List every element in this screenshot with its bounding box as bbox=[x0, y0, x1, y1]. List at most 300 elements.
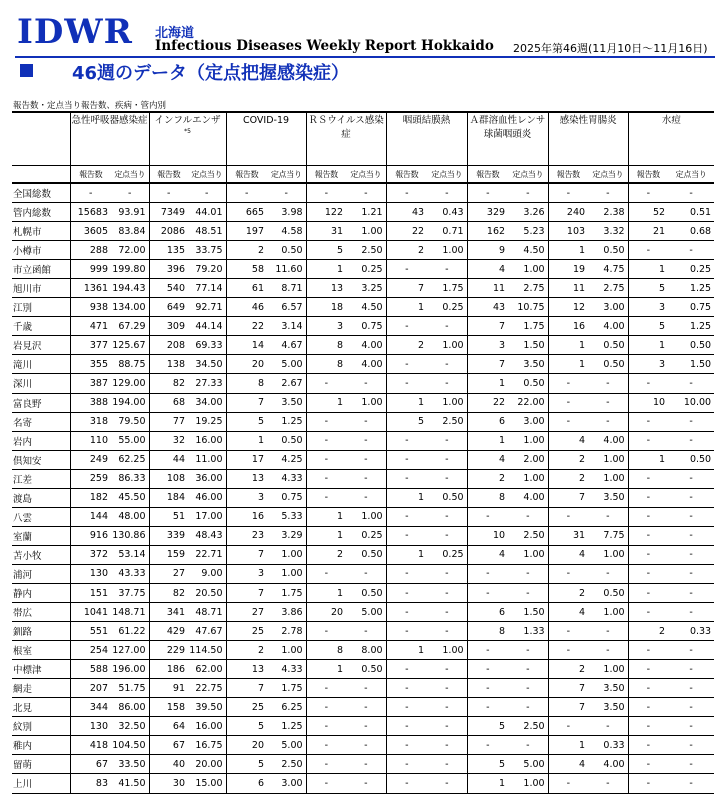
count-cell: 5 bbox=[226, 412, 267, 431]
per-sentinel-cell: - bbox=[111, 183, 149, 203]
count-cell: 40 bbox=[149, 755, 188, 774]
per-sentinel-cell: - bbox=[588, 717, 628, 736]
per-sentinel-cell: 17.00 bbox=[188, 507, 226, 526]
count-cell: 83 bbox=[70, 774, 111, 793]
count-cell: - bbox=[467, 183, 508, 203]
per-sentinel-subheader: 定点当り bbox=[668, 166, 714, 184]
count-subheader: 報告数 bbox=[467, 166, 508, 184]
count-cell: 288 bbox=[70, 241, 111, 260]
per-sentinel-cell: 88.75 bbox=[111, 355, 149, 374]
table-row bbox=[12, 507, 714, 526]
count-cell: - bbox=[628, 564, 668, 583]
per-sentinel-cell: 3.86 bbox=[267, 603, 306, 622]
count-cell: 2 bbox=[386, 336, 427, 355]
count-cell: - bbox=[386, 507, 427, 526]
per-sentinel-cell: 7.75 bbox=[588, 526, 628, 545]
count-cell: 82 bbox=[149, 583, 188, 602]
table-row bbox=[12, 203, 714, 222]
count-cell: 355 bbox=[70, 355, 111, 374]
count-cell: - bbox=[467, 583, 508, 602]
count-cell: 5 bbox=[226, 755, 267, 774]
per-sentinel-cell: 77.14 bbox=[188, 279, 226, 298]
per-sentinel-cell: - bbox=[668, 660, 714, 679]
per-sentinel-cell: - bbox=[427, 450, 467, 469]
per-sentinel-cell: 20.50 bbox=[188, 583, 226, 602]
count-cell: 10 bbox=[628, 393, 668, 412]
count-cell: 2 bbox=[386, 241, 427, 260]
per-sentinel-cell: 2.38 bbox=[588, 203, 628, 222]
per-sentinel-cell: 0.50 bbox=[508, 374, 548, 393]
count-cell: 91 bbox=[149, 679, 188, 698]
per-sentinel-cell: 3.00 bbox=[588, 298, 628, 317]
count-subheader: 報告数 bbox=[548, 166, 588, 184]
count-cell: - bbox=[306, 679, 346, 698]
count-cell: 122 bbox=[306, 203, 346, 222]
count-cell: 22 bbox=[386, 222, 427, 241]
area-name: 江別 bbox=[12, 298, 70, 317]
count-cell: 5 bbox=[467, 755, 508, 774]
count-cell: 158 bbox=[149, 698, 188, 717]
per-sentinel-subheader: 定点当り bbox=[508, 166, 548, 184]
per-sentinel-cell: 47.67 bbox=[188, 622, 226, 641]
area-name: 上川 bbox=[12, 774, 70, 793]
count-cell: 130 bbox=[70, 717, 111, 736]
disease-name: ＲＳウイルス感染症 bbox=[308, 115, 384, 140]
count-cell: 108 bbox=[149, 469, 188, 488]
per-sentinel-cell: 0.75 bbox=[267, 488, 306, 507]
count-cell: - bbox=[70, 183, 111, 203]
per-sentinel-cell: 86.00 bbox=[111, 698, 149, 717]
count-cell: 16 bbox=[226, 507, 267, 526]
disease-header bbox=[70, 112, 149, 166]
per-sentinel-cell: 0.75 bbox=[668, 298, 714, 317]
per-sentinel-cell: 3.25 bbox=[346, 279, 386, 298]
per-sentinel-cell: 4.00 bbox=[588, 317, 628, 336]
per-sentinel-cell: 0.50 bbox=[588, 241, 628, 260]
per-sentinel-cell: 0.50 bbox=[588, 336, 628, 355]
count-cell: 13 bbox=[226, 469, 267, 488]
table-caption: 報告数・定点当り報告数、疾病・管内別 bbox=[13, 101, 167, 111]
count-cell: 20 bbox=[306, 603, 346, 622]
count-cell: - bbox=[306, 755, 346, 774]
per-sentinel-cell: - bbox=[668, 412, 714, 431]
count-cell: 44 bbox=[149, 450, 188, 469]
table-row bbox=[12, 545, 714, 564]
table-row bbox=[12, 374, 714, 393]
count-cell: 2 bbox=[548, 660, 588, 679]
per-sentinel-cell: 0.71 bbox=[427, 222, 467, 241]
per-sentinel-cell: 194.00 bbox=[111, 393, 149, 412]
per-sentinel-cell: 0.75 bbox=[346, 317, 386, 336]
count-cell: 7 bbox=[226, 583, 267, 602]
per-sentinel-cell: 22.00 bbox=[508, 393, 548, 412]
per-sentinel-cell: - bbox=[668, 488, 714, 507]
per-sentinel-cell: 0.25 bbox=[427, 298, 467, 317]
count-cell: - bbox=[467, 679, 508, 698]
count-cell: - bbox=[386, 450, 427, 469]
count-cell: - bbox=[386, 583, 427, 602]
count-cell: 67 bbox=[149, 736, 188, 755]
per-sentinel-cell: 1.00 bbox=[508, 260, 548, 279]
disease-header bbox=[467, 112, 548, 166]
per-sentinel-cell: - bbox=[508, 736, 548, 755]
disease-name: 咽頭結膜熱 bbox=[402, 115, 451, 126]
count-cell: 208 bbox=[149, 336, 188, 355]
disease-header bbox=[149, 112, 226, 166]
count-cell: 1 bbox=[306, 660, 346, 679]
table-row bbox=[12, 431, 714, 450]
count-cell: - bbox=[628, 679, 668, 698]
per-sentinel-cell: - bbox=[588, 183, 628, 203]
count-cell: - bbox=[306, 374, 346, 393]
report-header bbox=[0, 0, 726, 111]
count-cell: 64 bbox=[149, 717, 188, 736]
count-cell: - bbox=[386, 736, 427, 755]
per-sentinel-cell: 1.25 bbox=[668, 279, 714, 298]
per-sentinel-cell: 2.00 bbox=[508, 450, 548, 469]
count-cell: 51 bbox=[149, 507, 188, 526]
per-sentinel-cell: - bbox=[427, 469, 467, 488]
per-sentinel-cell: 22.75 bbox=[188, 679, 226, 698]
per-sentinel-cell: - bbox=[668, 583, 714, 602]
per-sentinel-cell: 6.57 bbox=[267, 298, 306, 317]
count-cell: 2 bbox=[306, 545, 346, 564]
count-cell: - bbox=[548, 622, 588, 641]
count-cell: - bbox=[306, 698, 346, 717]
page-title: 46週のデータ（定点把握感染症） bbox=[72, 63, 350, 84]
area-name: 市立函館 bbox=[12, 260, 70, 279]
per-sentinel-cell: 86.33 bbox=[111, 469, 149, 488]
count-cell: 471 bbox=[70, 317, 111, 336]
table-row bbox=[12, 336, 714, 355]
count-cell: 103 bbox=[548, 222, 588, 241]
area-name: 静内 bbox=[12, 583, 70, 602]
count-cell: 259 bbox=[70, 469, 111, 488]
area-name: 稚内 bbox=[12, 736, 70, 755]
count-cell: 184 bbox=[149, 488, 188, 507]
count-cell: 8 bbox=[306, 336, 346, 355]
count-cell: - bbox=[386, 260, 427, 279]
count-cell: - bbox=[306, 450, 346, 469]
table-row bbox=[12, 450, 714, 469]
count-cell: 1 bbox=[467, 774, 508, 793]
per-sentinel-cell: 16.00 bbox=[188, 717, 226, 736]
count-cell: 229 bbox=[149, 641, 188, 660]
count-cell: - bbox=[628, 660, 668, 679]
count-cell: 4 bbox=[548, 431, 588, 450]
area-name: 札幌市 bbox=[12, 222, 70, 241]
per-sentinel-cell: 127.00 bbox=[111, 641, 149, 660]
area-name: 全国総数 bbox=[12, 183, 70, 203]
per-sentinel-cell: 1.00 bbox=[346, 507, 386, 526]
per-sentinel-cell: - bbox=[668, 545, 714, 564]
area-name: 旭川市 bbox=[12, 279, 70, 298]
count-cell: - bbox=[467, 641, 508, 660]
area-name: 名寄 bbox=[12, 412, 70, 431]
per-sentinel-cell: 4.50 bbox=[346, 298, 386, 317]
per-sentinel-cell: 53.14 bbox=[111, 545, 149, 564]
count-cell: 7 bbox=[386, 279, 427, 298]
per-sentinel-cell: 62.00 bbox=[188, 660, 226, 679]
count-cell: - bbox=[628, 507, 668, 526]
count-cell: - bbox=[386, 526, 427, 545]
per-sentinel-cell: - bbox=[427, 260, 467, 279]
count-cell: 388 bbox=[70, 393, 111, 412]
per-sentinel-cell: - bbox=[508, 564, 548, 583]
count-cell: - bbox=[386, 660, 427, 679]
disease-footnote: *5 bbox=[184, 128, 191, 135]
area-name: 中標津 bbox=[12, 660, 70, 679]
per-sentinel-cell: 3.50 bbox=[588, 698, 628, 717]
per-sentinel-cell: - bbox=[427, 564, 467, 583]
corner-cell bbox=[12, 112, 70, 166]
count-cell: 61 bbox=[226, 279, 267, 298]
per-sentinel-cell: 45.50 bbox=[111, 488, 149, 507]
per-sentinel-cell: - bbox=[427, 431, 467, 450]
per-sentinel-cell: - bbox=[427, 374, 467, 393]
count-subheader: 報告数 bbox=[70, 166, 111, 184]
area-name: 紋別 bbox=[12, 717, 70, 736]
per-sentinel-cell: 72.00 bbox=[111, 241, 149, 260]
per-sentinel-cell: 5.33 bbox=[267, 507, 306, 526]
per-sentinel-cell: - bbox=[427, 583, 467, 602]
per-sentinel-cell: 3.50 bbox=[588, 679, 628, 698]
count-cell: 4 bbox=[467, 260, 508, 279]
per-sentinel-cell: 46.00 bbox=[188, 488, 226, 507]
count-cell: 3605 bbox=[70, 222, 111, 241]
week-range: 2025年第46週(11月10日～11月16日) bbox=[513, 42, 708, 55]
per-sentinel-cell: 48.00 bbox=[111, 507, 149, 526]
per-sentinel-cell: 0.50 bbox=[668, 336, 714, 355]
per-sentinel-cell: - bbox=[508, 583, 548, 602]
per-sentinel-cell: 2.75 bbox=[508, 279, 548, 298]
per-sentinel-cell: - bbox=[346, 488, 386, 507]
count-cell: - bbox=[386, 183, 427, 203]
per-sentinel-cell: 199.80 bbox=[111, 260, 149, 279]
count-cell: 110 bbox=[70, 431, 111, 450]
per-sentinel-cell: 1.00 bbox=[508, 469, 548, 488]
report-subtitle: Infectious Diseases Weekly Report Hokkaido bbox=[155, 38, 494, 54]
per-sentinel-cell: 1.25 bbox=[668, 317, 714, 336]
area-name: 富良野 bbox=[12, 393, 70, 412]
per-sentinel-cell: 0.50 bbox=[427, 488, 467, 507]
count-cell: 82 bbox=[149, 374, 188, 393]
count-cell: 7 bbox=[226, 545, 267, 564]
disease-header bbox=[386, 112, 467, 166]
per-sentinel-cell: - bbox=[427, 622, 467, 641]
count-cell: - bbox=[628, 545, 668, 564]
per-sentinel-cell: 1.00 bbox=[588, 469, 628, 488]
count-cell: 540 bbox=[149, 279, 188, 298]
disease-name: COVID-19 bbox=[242, 115, 290, 126]
per-sentinel-cell: 5.23 bbox=[508, 222, 548, 241]
count-cell: 5 bbox=[628, 317, 668, 336]
count-cell: - bbox=[467, 564, 508, 583]
per-sentinel-cell: 3.50 bbox=[267, 393, 306, 412]
count-subheader: 報告数 bbox=[306, 166, 346, 184]
count-cell: 1 bbox=[386, 545, 427, 564]
count-cell: 207 bbox=[70, 679, 111, 698]
table-row bbox=[12, 641, 714, 660]
area-name: 根室 bbox=[12, 641, 70, 660]
count-cell: 1 bbox=[306, 393, 346, 412]
count-cell: 1 bbox=[548, 736, 588, 755]
per-sentinel-cell: - bbox=[668, 431, 714, 450]
area-name: 帯広 bbox=[12, 603, 70, 622]
table-row bbox=[12, 183, 714, 203]
per-sentinel-cell: - bbox=[346, 698, 386, 717]
count-cell: 4 bbox=[548, 755, 588, 774]
per-sentinel-cell: 0.50 bbox=[346, 545, 386, 564]
per-sentinel-cell: 34.50 bbox=[188, 355, 226, 374]
per-sentinel-cell: 2.50 bbox=[427, 412, 467, 431]
per-sentinel-cell: 62.25 bbox=[111, 450, 149, 469]
per-sentinel-cell: 1.00 bbox=[427, 393, 467, 412]
per-sentinel-cell: 48.43 bbox=[188, 526, 226, 545]
count-cell: 7349 bbox=[149, 203, 188, 222]
count-cell: 916 bbox=[70, 526, 111, 545]
per-sentinel-cell: 79.50 bbox=[111, 412, 149, 431]
area-name: 岩見沢 bbox=[12, 336, 70, 355]
count-cell: - bbox=[306, 736, 346, 755]
per-sentinel-cell: - bbox=[427, 679, 467, 698]
count-cell: 25 bbox=[226, 622, 267, 641]
count-cell: - bbox=[548, 717, 588, 736]
count-cell: 3 bbox=[226, 564, 267, 583]
per-sentinel-cell: 44.14 bbox=[188, 317, 226, 336]
count-cell: 8 bbox=[467, 488, 508, 507]
per-sentinel-cell: 1.21 bbox=[346, 203, 386, 222]
count-cell: - bbox=[628, 412, 668, 431]
count-cell: - bbox=[306, 469, 346, 488]
per-sentinel-cell: 34.00 bbox=[188, 393, 226, 412]
per-sentinel-cell: 92.71 bbox=[188, 298, 226, 317]
per-sentinel-cell: 0.33 bbox=[668, 622, 714, 641]
table-row bbox=[12, 755, 714, 774]
count-cell: 1 bbox=[548, 241, 588, 260]
count-cell: 130 bbox=[70, 564, 111, 583]
count-cell: 12 bbox=[548, 298, 588, 317]
per-sentinel-cell: - bbox=[508, 679, 548, 698]
count-cell: 46 bbox=[226, 298, 267, 317]
count-cell: 6 bbox=[467, 603, 508, 622]
per-sentinel-cell: 4.75 bbox=[588, 260, 628, 279]
count-cell: 6 bbox=[467, 412, 508, 431]
disease-name: 急性呼吸器感染症 bbox=[71, 115, 148, 126]
count-cell: 151 bbox=[70, 583, 111, 602]
per-sentinel-cell: 1.00 bbox=[508, 545, 548, 564]
per-sentinel-cell: - bbox=[668, 698, 714, 717]
per-sentinel-subheader: 定点当り bbox=[188, 166, 226, 184]
per-sentinel-cell: - bbox=[267, 183, 306, 203]
count-cell: 2 bbox=[226, 641, 267, 660]
area-name: 留萌 bbox=[12, 755, 70, 774]
per-sentinel-cell: 5.00 bbox=[346, 603, 386, 622]
count-cell: 1 bbox=[628, 260, 668, 279]
per-sentinel-cell: 8.00 bbox=[346, 641, 386, 660]
count-cell: 30 bbox=[149, 774, 188, 793]
count-cell: - bbox=[628, 717, 668, 736]
per-sentinel-cell: 0.25 bbox=[346, 260, 386, 279]
per-sentinel-cell: 104.50 bbox=[111, 736, 149, 755]
disease-header bbox=[306, 112, 386, 166]
per-sentinel-cell: - bbox=[508, 507, 548, 526]
per-sentinel-cell: 43.33 bbox=[111, 564, 149, 583]
per-sentinel-cell: 32.50 bbox=[111, 717, 149, 736]
per-sentinel-cell: 19.25 bbox=[188, 412, 226, 431]
count-cell: - bbox=[386, 355, 427, 374]
per-sentinel-cell: 4.00 bbox=[588, 431, 628, 450]
per-sentinel-cell: 1.00 bbox=[346, 393, 386, 412]
count-cell: - bbox=[386, 622, 427, 641]
count-cell: 329 bbox=[467, 203, 508, 222]
area-name: 千歳 bbox=[12, 317, 70, 336]
per-sentinel-cell: 44.01 bbox=[188, 203, 226, 222]
per-sentinel-cell: 0.33 bbox=[588, 736, 628, 755]
count-cell: 1 bbox=[628, 336, 668, 355]
count-cell: 1 bbox=[386, 298, 427, 317]
per-sentinel-cell: 196.00 bbox=[111, 660, 149, 679]
count-cell: 341 bbox=[149, 603, 188, 622]
count-cell: 377 bbox=[70, 336, 111, 355]
per-sentinel-cell: - bbox=[427, 603, 467, 622]
per-sentinel-cell: - bbox=[346, 183, 386, 203]
count-cell: - bbox=[386, 317, 427, 336]
per-sentinel-cell: 5.00 bbox=[267, 355, 306, 374]
count-cell: 159 bbox=[149, 545, 188, 564]
count-cell: 1 bbox=[386, 488, 427, 507]
per-sentinel-cell: 48.71 bbox=[188, 603, 226, 622]
per-sentinel-cell: - bbox=[588, 774, 628, 793]
per-sentinel-cell: 0.43 bbox=[427, 203, 467, 222]
count-cell: 1 bbox=[386, 393, 427, 412]
count-cell: 17 bbox=[226, 450, 267, 469]
count-cell: 1 bbox=[467, 431, 508, 450]
per-sentinel-cell: 2.50 bbox=[267, 755, 306, 774]
area-name: 江差 bbox=[12, 469, 70, 488]
per-sentinel-cell: - bbox=[508, 641, 548, 660]
count-cell: 7 bbox=[467, 355, 508, 374]
count-cell: 387 bbox=[70, 374, 111, 393]
per-sentinel-cell: - bbox=[427, 698, 467, 717]
count-cell: 27 bbox=[149, 564, 188, 583]
count-cell: - bbox=[306, 431, 346, 450]
per-sentinel-cell: 3.50 bbox=[588, 488, 628, 507]
per-sentinel-cell: 3.29 bbox=[267, 526, 306, 545]
table-row bbox=[12, 774, 714, 793]
per-sentinel-cell: 1.75 bbox=[427, 279, 467, 298]
per-sentinel-cell: 0.50 bbox=[346, 583, 386, 602]
count-cell: - bbox=[386, 755, 427, 774]
per-sentinel-cell: - bbox=[346, 736, 386, 755]
per-sentinel-subheader: 定点当り bbox=[588, 166, 628, 184]
per-sentinel-cell: 4.00 bbox=[508, 488, 548, 507]
per-sentinel-cell: - bbox=[346, 374, 386, 393]
disease-name: Ａ群溶血性レンサ球菌咽頭炎 bbox=[469, 115, 546, 140]
per-sentinel-cell: - bbox=[588, 507, 628, 526]
per-sentinel-cell: 11.00 bbox=[188, 450, 226, 469]
count-cell: - bbox=[628, 755, 668, 774]
per-sentinel-cell: 4.50 bbox=[508, 241, 548, 260]
per-sentinel-cell: 4.00 bbox=[346, 336, 386, 355]
per-sentinel-cell: 1.00 bbox=[588, 660, 628, 679]
per-sentinel-cell: 79.20 bbox=[188, 260, 226, 279]
subheader-row bbox=[12, 166, 714, 184]
per-sentinel-cell: 1.75 bbox=[267, 583, 306, 602]
per-sentinel-cell: 134.00 bbox=[111, 298, 149, 317]
count-cell: 4 bbox=[548, 545, 588, 564]
per-sentinel-cell: 1.50 bbox=[668, 355, 714, 374]
